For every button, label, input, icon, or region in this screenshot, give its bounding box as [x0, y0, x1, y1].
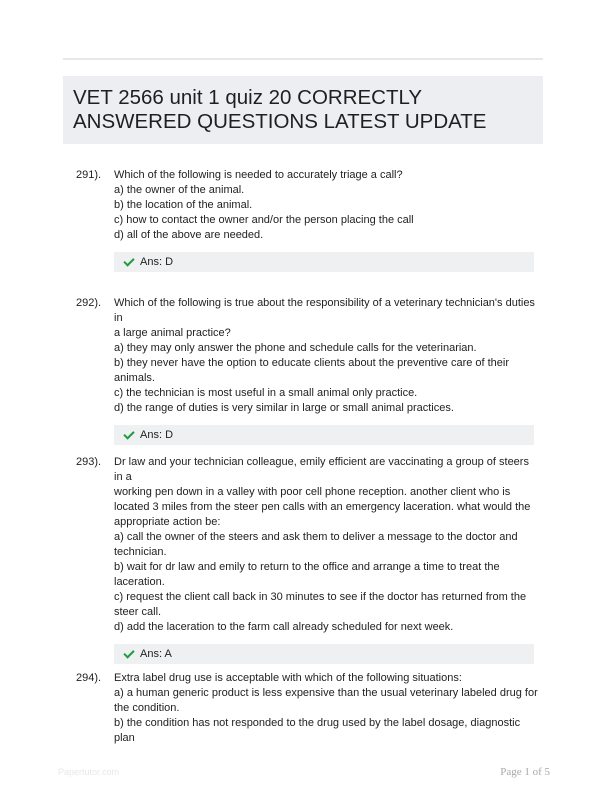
- question-text-line-1: Dr law and your technician colleague, emily efficient are vaccinating a group of steers in a: [114, 456, 529, 483]
- footer-site: Papertutor.com: [58, 767, 120, 777]
- question-body: [114, 168, 538, 243]
- option-c: c) how to contact the owner and/or the person placing the call: [114, 214, 414, 226]
- question-text: Extra label drug use is acceptable with which of the following situations:: [114, 672, 462, 684]
- option-b-line-1: b) they never have the option to educate clients about the preventive care of their: [114, 357, 510, 369]
- title-banner: [63, 76, 543, 144]
- option-c: c) the technician is most useful in a small animal only practice.: [114, 387, 418, 399]
- option-c-line-2: steer call.: [114, 606, 162, 618]
- answer-box: [114, 425, 534, 445]
- option-a-line-1: a) a human generic product is less expensive than the usual veterinary labeled drug for: [114, 687, 538, 699]
- question-body: [114, 455, 538, 635]
- option-a-line-1: a) call the owner of the steers and ask them to deliver a message to the doctor and: [114, 531, 518, 543]
- option-d: d) the range of duties is very similar in large or small animal practices.: [114, 402, 454, 414]
- option-d: d) all of the above are needed.: [114, 229, 264, 241]
- answer-box: [114, 644, 534, 664]
- check-icon: [123, 428, 134, 439]
- top-rule: [63, 58, 543, 60]
- check-icon: [123, 647, 134, 658]
- question-number: 293).: [76, 456, 102, 468]
- question-body: [114, 296, 538, 416]
- option-b-line-2: laceration.: [114, 576, 165, 588]
- option-b-line-1: b) the condition has not responded to the drug used by the label dosage, diagnostic plan: [114, 717, 521, 744]
- question-number: 294).: [76, 672, 102, 684]
- question-291: [76, 168, 538, 272]
- question-text-line-4: appropriate action be:: [114, 516, 221, 528]
- option-b-line-2: animals.: [114, 372, 155, 384]
- page-number: Page 1 of 5: [500, 766, 550, 778]
- question-text: Which of the following is needed to accurately triage a call?: [114, 169, 403, 181]
- answer-text: Ans: D: [140, 428, 174, 441]
- option-a-line-2: the condition.: [114, 702, 180, 714]
- option-d: d) add the laceration to the farm call already scheduled for next week.: [114, 621, 454, 633]
- question-body: [114, 671, 538, 746]
- question-number: 292).: [76, 297, 102, 309]
- option-a: a) the owner of the animal.: [114, 184, 245, 196]
- answer-text: Ans: D: [140, 255, 174, 268]
- question-292: [76, 296, 538, 445]
- question-text-line-3: located 3 miles from the steer pen calls with an emergency laceration. what would the: [114, 501, 531, 513]
- answer-box: [114, 252, 534, 272]
- option-c-line-1: c) request the client call back in 30 minutes to see if the doctor has returned from the: [114, 591, 527, 603]
- answer-text: Ans: A: [140, 647, 172, 660]
- question-293: [76, 455, 538, 664]
- option-a: a) they may only answer the phone and schedule calls for the veterinarian.: [114, 342, 477, 354]
- option-b-line-1: b) wait for dr law and emily to return to the office and arrange a time to treat the: [114, 561, 500, 573]
- question-number: 291).: [76, 169, 102, 181]
- question-text-line-1: Which of the following is true about the responsibility of a veterinary technician's duties in: [114, 297, 535, 324]
- question-text-line-2: a large animal practice?: [114, 327, 231, 339]
- option-b: b) the location of the animal.: [114, 199, 253, 211]
- check-icon: [123, 255, 134, 266]
- question-text-line-2: working pen down in a valley with poor cell phone reception. another client who is: [114, 486, 511, 498]
- document-title: VET 2566 unit 1 quiz 20 CORRECTLY ANSWERED QUESTIONS LATEST UPDATE: [73, 86, 487, 133]
- question-294: [76, 671, 538, 746]
- option-a-line-2: technician.: [114, 546, 167, 558]
